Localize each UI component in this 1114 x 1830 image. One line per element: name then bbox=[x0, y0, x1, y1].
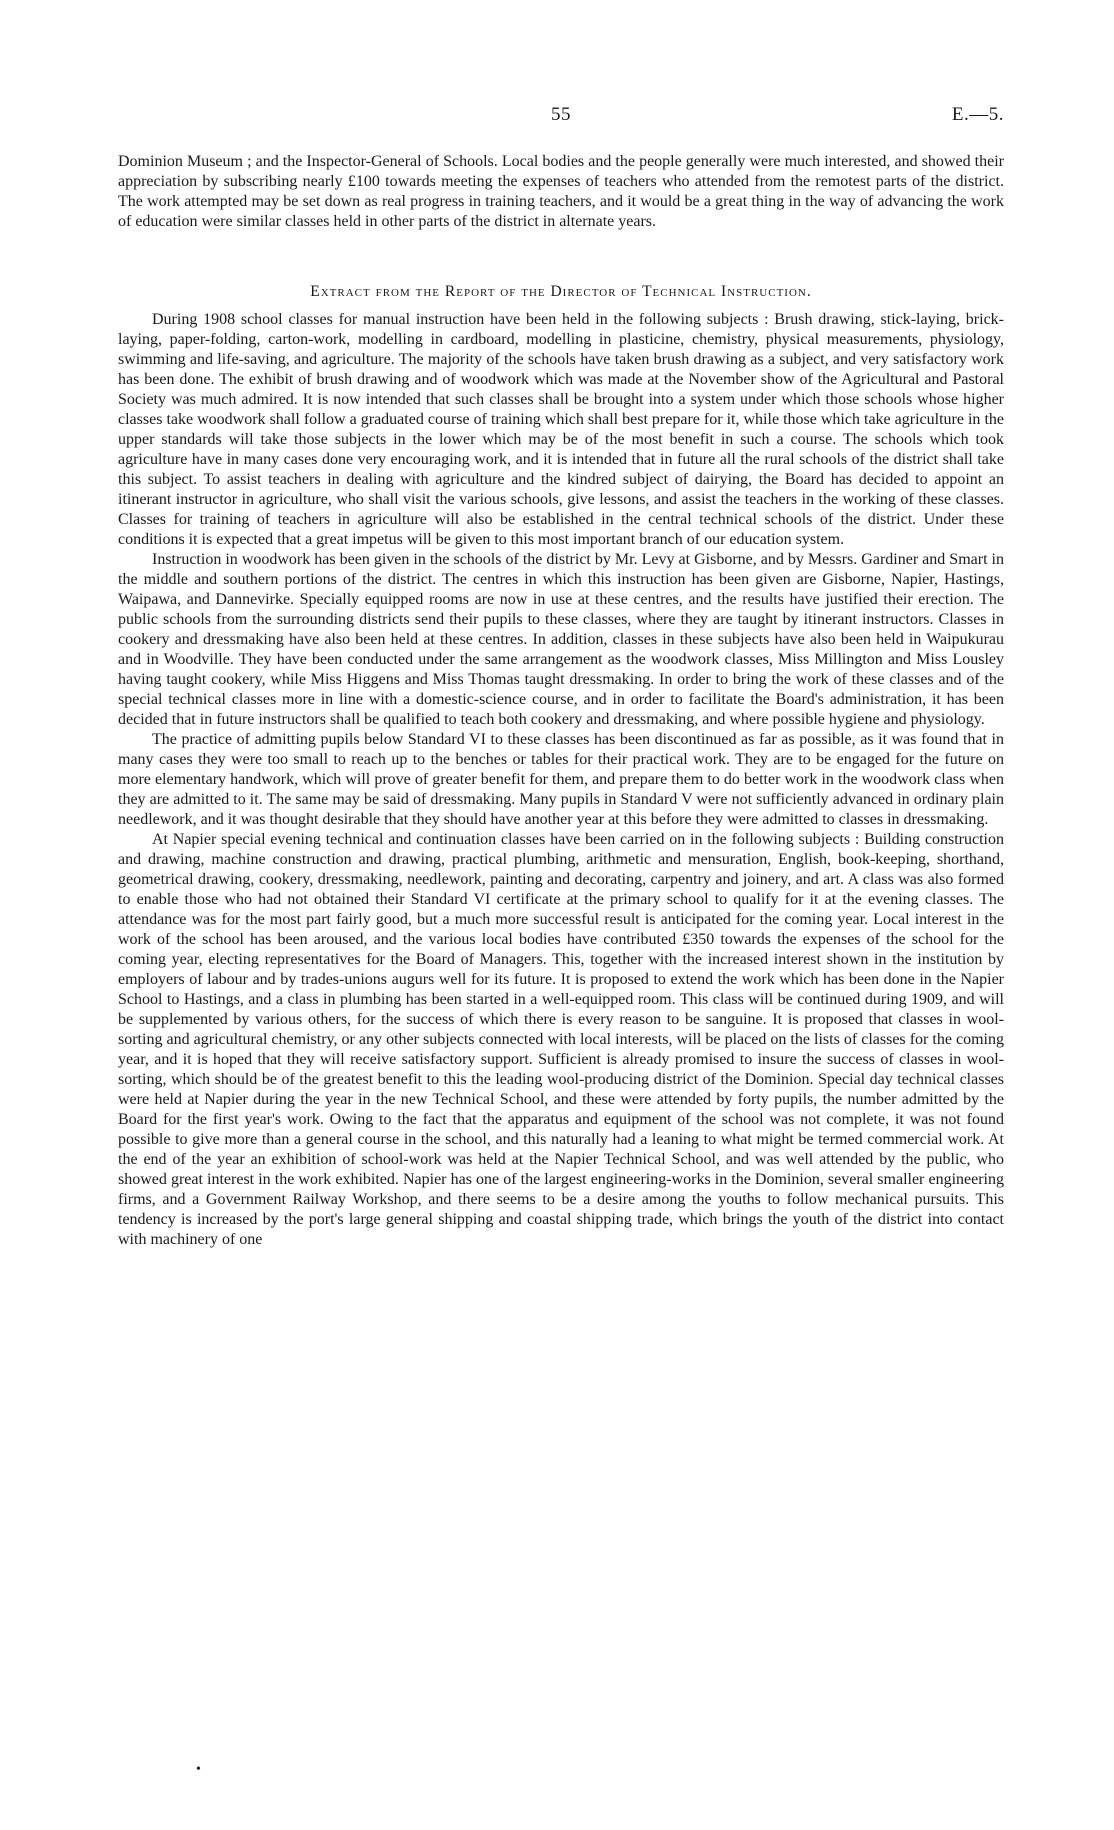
paragraph-napier-classes: At Napier special evening technical and continuation classes have been carried on in the following subjects : Building construction and drawing, machine construction and drawing, practical plumbing, arithmetic and mensuration, English, book-keeping, shorthand, geometrical drawing, cookery, dressmaking, needlework, painting and decorating, carpentry and joinery, and art. A class was also formed to enable those who had not obtained their Standard VI certificate at the primary school to qualify for it at the evening classes. The attendance was for the most part fairly good, but a much more successful result is anticipated for the coming year. Local interest in the work of the school has been aroused, and the various local bodies have contributed £350 towards the expenses of the school for the coming year, electing representatives for the Board of Managers. This, together with the increased interest shown in the institution by employers of labour and by trades-unions augurs well for its future. It is proposed to extend the work which has been done in the Napier School to Hastings, and a class in plumbing has been started in a well-equipped room. This class will be continued during 1909, and will be supplemented by various others, for the success of which there is every reason to be sanguine. It is proposed that classes in wool-sorting and agricultural chemistry, or any other subjects connected with local interests, will be placed on the lists of classes for the coming year, and it is hoped that they will receive satisfactory support. Sufficient is already promised to insure the success of classes in wool-sorting, which should be of the greatest benefit to this the leading wool-producing district of the Dominion. Special day technical classes were held at Napier during the year in the new Technical School, and these were attended by forty pupils, the number admitted by the Board for the first year's work. Owing to the fact that the apparatus and equipment of the school was not complete, it was not found possible to give more than a general course in the school, and this naturally had a leaning to what might be termed commercial work. At the end of the year an exhibition of school-work was held at the Napier Technical School, and was well attended by the public, who showed great interest in the work exhibited. Napier has one of the largest engineering-works in the Dominion, several smaller engineering firms, and a Government Railway Workshop, and there seems to be a desire among the youths to follow mechanical pursuits. This tendency is increased by the port's large general shipping and coastal shipping trade, which brings the youth of the district into contact with machinery of one bbox=[118, 831, 1004, 1248]
paragraph-continuation: Dominion Museum ; and the Inspector-General of Schools. Local bodies and the people generally were much interested, and showed their appreciation by subscribing nearly £100 towards meeting the expenses of teachers who attended from the remotest parts of the district. The work attempted may be set down as real progress in training teachers, and it would be a great thing in the way of advancing the work of education were similar classes held in other parts of the district in alternate years. bbox=[118, 153, 1004, 230]
page-header bbox=[118, 104, 1004, 134]
paragraph-woodwork: Instruction in woodwork has been given in the schools of the district by Mr. Levy at Gisborne, and by Messrs. Gardiner and Smart in the middle and southern portions of the district. The centres in which this instruction has been given are Gisborne, Napier, Hastings, Waipawa, and Dannevirke. Specially equipped rooms are now in use at these centres, and the results have justified their erection. The public schools from the surrounding districts send their pupils to these classes, where they are taught by itinerant instructors. Classes in cookery and dressmaking have also been held at these centres. In addition, classes in these subjects have also been held in Waipukurau and in Woodville. They have been conducted under the same arrangement as the woodwork classes, Miss Millington and Miss Lousley having taught cookery, while Miss Higgens and Miss Thomas taught dressmaking. In order to bring the work of these classes and of the special technical classes more in line with a domestic-science course, and in order to facilitate the Board's administration, it has been decided that in future instructors shall be qualified to teach both cookery and dressmaking, and where possible hygiene and physiology. bbox=[118, 551, 1004, 728]
document-reference: E.—5. bbox=[951, 104, 1004, 125]
section-title: Extract from the Report of the Director of Technical Instruction. bbox=[310, 283, 812, 300]
page-body bbox=[118, 152, 1004, 1250]
paragraph-manual-instruction: During 1908 school classes for manual instruction have been held in the following subjects : Brush drawing, stick-laying, brick-laying, paper-folding, carton-work, modelling in cardboard, modelling in plasticine, chemistry, physical measurements, physiology, swimming and life-saving, and agriculture. The majority of the schools have taken brush drawing as a subject, and very satisfactory work has been done. The exhibit of brush drawing and of woodwork which was made at the November show of the Agricultural and Pastoral Society was much admired. It is now intended that such classes shall be brought into a system under which those schools whose higher classes take woodwork shall follow a graduated course of training which shall best prepare for it, while those which take agriculture in the upper standards will take those subjects in the lower which may be of the most benefit in such a course. The schools which took agriculture have in many cases done very encouraging work, and it is intended that in future all the rural schools of the district shall take this subject. To assist teachers in dealing with agriculture and the kindred subject of dairying, the Board has decided to appoint an itinerant instructor in agriculture, who shall visit the various schools, give lessons, and assist the teachers in the working of these classes. Classes for training of teachers in agriculture will also be established in the central technical schools of the district. Under these conditions it is expected that a great impetus will be given to this most important branch of our education system. bbox=[118, 311, 1004, 548]
page-number: 55 bbox=[551, 104, 571, 125]
footer-mark: • bbox=[196, 1762, 201, 1777]
paragraph-standard-vi: The practice of admitting pupils below Standard VI to these classes has been discontinued as far as possible, as it was found that in many cases they were too small to reach up to the benches or tables for their practical work. They are to be engaged for the future on more elementary handwork, which will prove of greater benefit for them, and prepare them to do better work in the woodwork class when they are admitted to it. The same may be said of dressmaking. Many pupils in Standard V were not sufficiently advanced in ordinary plain needlework, and it was thought desirable that they should have another year at this before they were admitted to classes in dressmaking. bbox=[118, 731, 1004, 828]
